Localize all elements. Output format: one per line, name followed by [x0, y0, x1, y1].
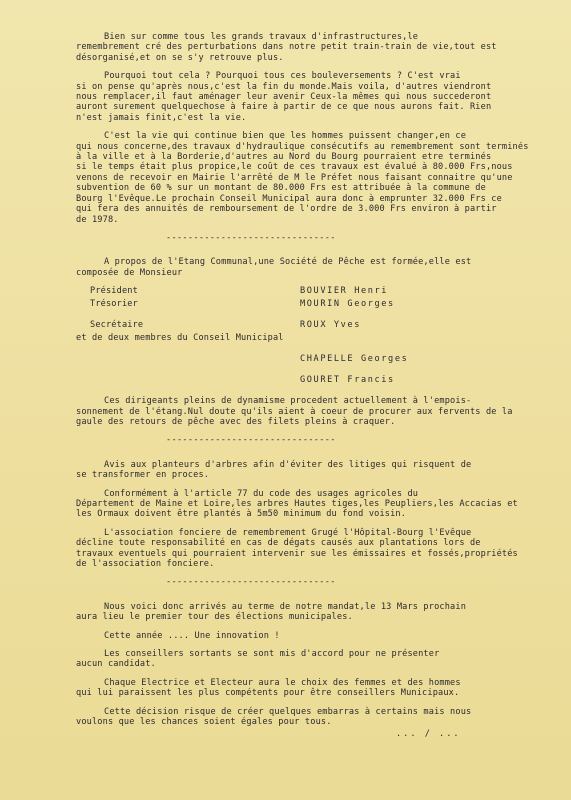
- officer-role: Trésorier: [90, 299, 138, 310]
- officer-name: ROUX Yves: [300, 320, 361, 331]
- officer-name: GOURET Francis: [300, 375, 395, 386]
- paragraph-mandat: Nous voici donc arrivés au terme de notre mandat,le 13 Mars prochain aura lieu le premier tour des élections municipales.: [76, 601, 467, 623]
- paragraph-decision: Cette décision risque de créer quelques embarras à certains mais nous voulons que les chances soient égales pour tous.: [76, 706, 472, 728]
- separator: -------------------------------: [166, 232, 336, 243]
- paragraph-conseillers-sortants: Les conseillers sortants se sont mis d'accord pour ne présenter aucun candidat.: [76, 649, 440, 670]
- officer-row: [76, 333, 554, 354]
- officer-row: [76, 299, 554, 320]
- paragraph-innovation: Cette année .... Une innovation !: [104, 630, 280, 641]
- officer-role: et de deux membres du Conseil Municipal: [76, 333, 284, 344]
- officer-role: Président: [90, 286, 138, 297]
- officer-name: MOURIN Georges: [300, 299, 395, 310]
- continuation-mark: ... / ...: [396, 729, 461, 740]
- paragraph-electeurs: Chaque Electrice et Electeur aura le choix des femmes et des hommes qui lui paraissent les plus compétents pour être conseillers Municipaux.: [76, 677, 461, 699]
- paragraph-avis-planteurs: Avis aux planteurs d'arbres afin d'éviter des litiges qui risquent de se transformer en proces.: [76, 459, 472, 481]
- paragraph-association-fonciere: L'association fonciere de remembrement Grugé l'Hôpital-Bourg l'Evêque décline toute responsabilité en cas de dégats causés aux plantations lors de travaux eventuels qui pourraient intervenir sue les émissaires et fossés,propriétés de l'association fonciere.: [76, 527, 518, 569]
- officer-row: [76, 375, 554, 388]
- paragraph-remembrement: Bien sur comme tous les grands travaux d'infrastructures,le remembrement cré des perturbations dans notre petit train-train de vie,tout est désorganisé,et on se s'y retrouve plus.: [76, 32, 497, 63]
- paragraph-travaux-hydraulique: C'est la vie qui continue bien que les hommes puissent changer,en ce qui nous concerne,des travaux d'hydraulique consécutifs au remembrement sont terminés à la ville et à la Borderie,d'autres au Nord du Bourg pourraient etre terminés si le temps était plus propice,le coût de ces travaux est évalué à 80.000 Frs,nous venons de recevoir en Mairie l'arrêté de M le Préfet nous faisant connaitre qu'une subvention de 60 % sur un montant de 80.000 Frs est attribuée à la commune de Bourg l'Evêque.Le prochain Conseil Municipal aura donc à emprunter 32.000 Frs ce qui fera des annuités de remboursement de l'ordre de 3.000 Frs environ à partir de 1978.: [76, 131, 529, 225]
- officer-row: [76, 354, 554, 375]
- paragraph-dirigeants: Ces dirigeants pleins de dynamisme procedent actuellement à l'empois- sonnement de l'étang.Nul doute qu'ils aient à coeur de procurer aux fervents de la gaule des retours de pêche avec des filets pleins à craquer.: [76, 396, 513, 427]
- officer-row: [76, 286, 554, 299]
- officer-name: CHAPELLE Georges: [300, 354, 409, 365]
- officers-list: [76, 286, 554, 388]
- officer-row: [76, 320, 554, 333]
- separator: -------------------------------: [166, 435, 336, 446]
- paragraph-article-77: Conformément à l'article 77 du code des usages agricoles du Département de Maine et Loire,les arbres Hautes tiges,les Peupliers,les Accacias et les Ormaux doivent être plantés à 5m50 minimum du fond voisin.: [76, 488, 518, 520]
- paragraph-pourquoi: Pourquoi tout cela ? Pourquoi tous ces bouleversements ? C'est vrai si on pense qu'après nous,c'est la fin du monde.Mais voila, d'autres viendront nous remplacer,il faut aménager leur avenir Ceux-la mêmes qui nous succederont auront surement quelquechose à faire à partir de ce que nous aurons fait. Rien n'est jamais finit,c'est la vie.: [76, 71, 492, 123]
- separator: -------------------------------: [166, 577, 336, 588]
- paragraph-etang-communal: A propos de l'Etang Communal,une Société de Pêche est formée,elle est composée de Monsieur: [76, 257, 472, 278]
- document-body: [76, 32, 554, 740]
- officer-name: BOUVIER Henri: [300, 286, 389, 297]
- officer-role: Secrétaire: [90, 320, 144, 331]
